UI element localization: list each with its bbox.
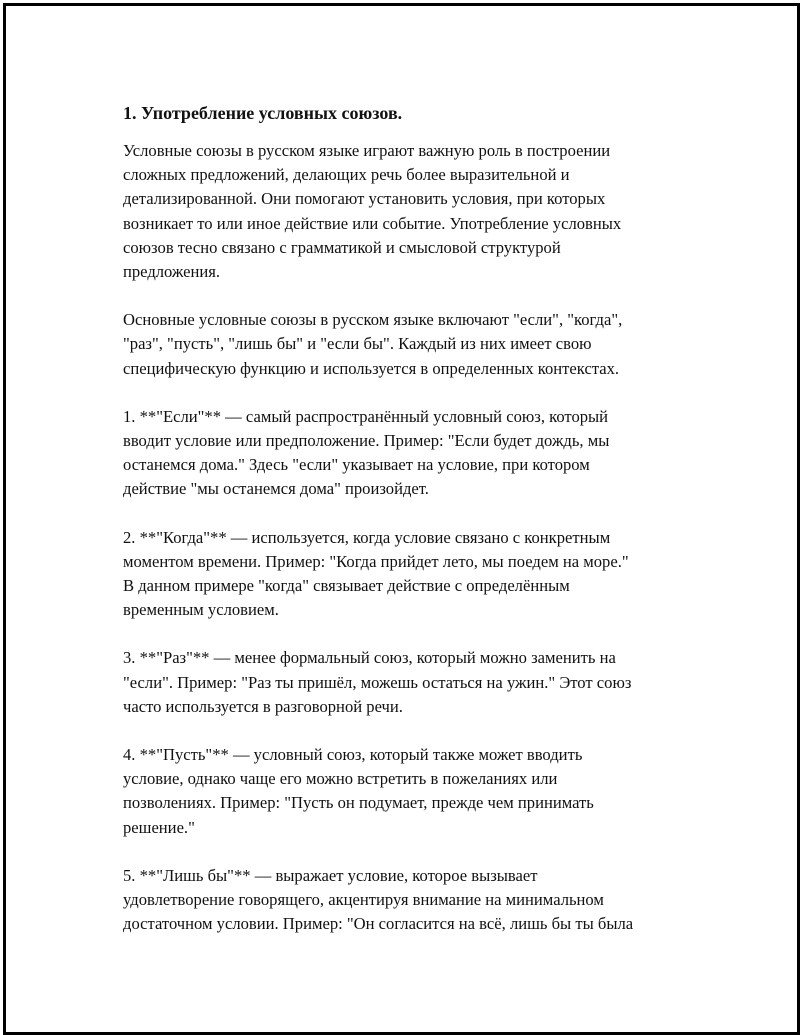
text-line: сложных предложений, делающих речь более выразительной и xyxy=(123,165,570,185)
text-line: возникает то или иное действие или событие. Употребление условных xyxy=(123,213,622,233)
text-line: достаточном условии. Пример: "Он согласится на всё, лишь бы ты была xyxy=(123,914,634,934)
text-line: 3. **"Раз"** — менее формальный союз, который можно заменить на xyxy=(123,648,616,668)
text-line: 4. **"Пусть"** — условный союз, который также может вводить xyxy=(123,745,583,765)
text-line: решение." xyxy=(123,817,195,837)
document-title: 1. Употребление условных союзов. xyxy=(123,103,403,123)
paragraph-item-raz xyxy=(123,646,703,719)
text-line: позволениях. Пример: "Пусть он подумает, прежде чем принимать xyxy=(123,793,594,813)
text-line: часто используется в разговорной речи. xyxy=(123,696,403,716)
text-line: удовлетворение говорящего, акцентируя внимание на минимальном xyxy=(123,890,604,910)
paragraph-overview xyxy=(123,308,703,381)
text-line: В данном примере "когда" связывает действие с определённым xyxy=(123,576,570,596)
text-line: условие, однако чаще его можно встретить в пожеланиях или xyxy=(123,769,558,789)
document-body xyxy=(123,100,703,960)
paragraph-item-esli xyxy=(123,405,703,502)
text-line: моментом времени. Пример: "Когда прийдет лето, мы поедем на море." xyxy=(123,551,629,571)
text-line: 5. **"Лишь бы"** — выражает условие, которое вызывает xyxy=(123,865,538,885)
page-frame xyxy=(3,3,800,1035)
text-line: союзов тесно связано с грамматикой и смысловой структурой xyxy=(123,237,561,257)
paragraph-item-lish-by xyxy=(123,864,703,937)
text-line: Условные союзы в русском языке играют важную роль в построении xyxy=(123,141,611,160)
text-line: специфическую функцию и используется в определенных контекстах. xyxy=(123,358,620,378)
text-line: Основные условные союзы в русском языке включают "если", "когда", xyxy=(123,310,623,330)
paragraph-intro xyxy=(123,139,703,284)
paragraph-item-kogda xyxy=(123,526,703,623)
text-line: останемся дома." Здесь "если" указывает на условие, при котором xyxy=(123,455,590,475)
text-line: "если". Пример: "Раз ты пришёл, можешь остаться на ужин." Этот союз xyxy=(123,672,632,692)
text-line: временным условием. xyxy=(123,600,279,620)
text-line: предложения. xyxy=(123,262,221,282)
paragraph-item-pust xyxy=(123,743,703,840)
text-line: действие "мы останемся дома" произойдет. xyxy=(123,479,429,499)
text-line: детализированной. Они помогают установить условия, при которых xyxy=(123,189,606,209)
text-line: 1. **"Если"** — самый распространённый условный союз, который xyxy=(123,406,609,426)
text-line: вводит условие или предположение. Пример: "Если будет дождь, мы xyxy=(123,431,610,451)
text-line: 2. **"Когда"** — используется, когда условие связано с конкретным xyxy=(123,527,611,547)
text-line: "раз", "пусть", "лишь бы" и "если бы". Каждый из них имеет свою xyxy=(123,334,592,354)
